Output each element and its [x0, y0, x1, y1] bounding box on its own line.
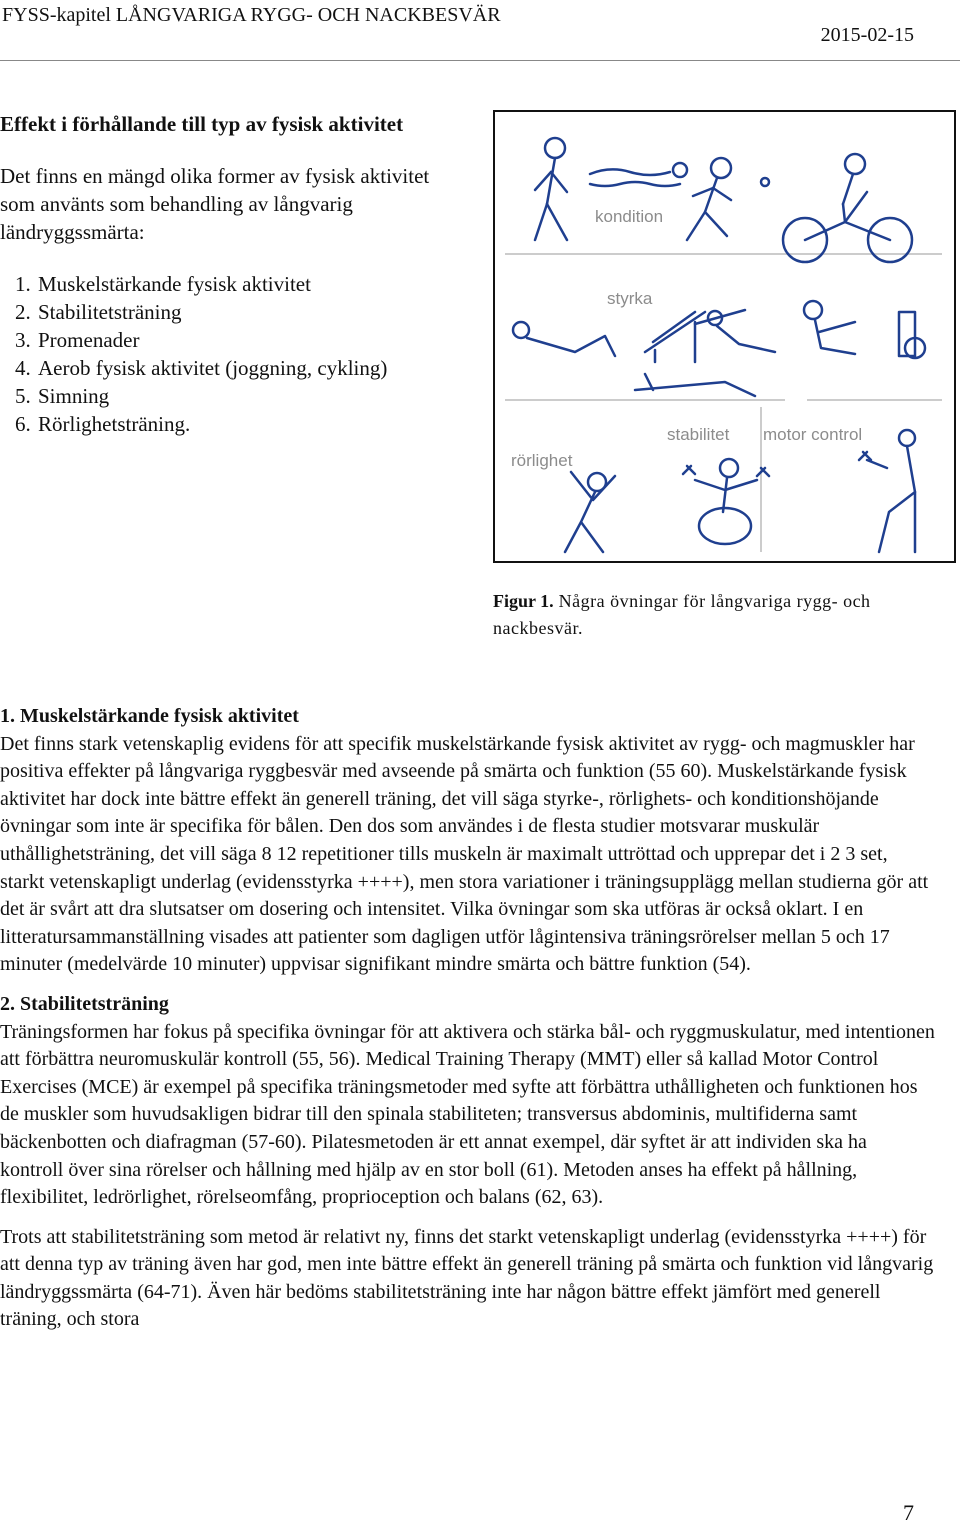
list-item: 6. Rörlighetsträning. — [36, 410, 460, 438]
swimming-figure — [590, 163, 687, 186]
list-item: 1. Muskelstärkande fysisk aktivitet — [36, 270, 460, 298]
header-title: FYSS-kapitel LÅNGVARIGA RYGG- OCH NACKBESVÄR — [2, 4, 501, 26]
caption-label: Figur 1. — [493, 591, 554, 611]
ball-exercise-figure — [683, 459, 769, 544]
label-rorlighet: rörlighet — [511, 451, 573, 470]
stretching-figure — [565, 472, 615, 552]
weightlift-figure — [695, 310, 775, 352]
plank-figure — [635, 374, 755, 396]
exercise-figure — [493, 110, 956, 563]
exercise-illustration — [495, 112, 954, 561]
activity-list — [0, 270, 460, 438]
motor-control-figure — [859, 430, 915, 552]
situp-figure — [513, 322, 615, 356]
intro-column — [0, 110, 460, 438]
list-item: 5. Simning — [36, 382, 460, 410]
intro-paragraph: Det finns en mängd olika former av fysisk aktivitet som använts som behandling av långvarig ländryggssmärta: — [0, 164, 430, 244]
caption-text: Några övningar för långvariga rygg- och nackbesvär. — [493, 591, 871, 638]
header-divider — [0, 60, 960, 61]
header-date: 2015-02-15 — [820, 24, 914, 46]
label-stabilitet: stabilitet — [667, 425, 730, 444]
section1-heading: 1. Muskelstärkande fysisk aktivitet — [0, 705, 299, 727]
list-item: 2. Stabilitetsträning — [36, 298, 460, 326]
bench-figure — [645, 312, 705, 362]
section2-paragraph: Träningsformen har fokus på specifika övningar för att aktivera och stärka bål- och ryggmuskulatur, med intentionen att förbättra neuromuskulär kontroll (55, 56). Medical Training Therapy (MMT) eller så kallad Motor Control Exercises (MCE) är exempel på specifika träningsmetoder med syfte att förbättra uthålligheten och funktionen hos de muskler som huvudsakligen bidrar till den spinala stabiliteten; transversus abdominis, multifiderna samt bäckenbotten och diafragman (57-60). Pilatesmetoden är ett annat exempel, där syftet är att individen ska ha kontroll över sina rörelser och hållning med hjälp av en stor boll (61). Metoden anses ha effekt på hållning, flexibilitet, ledrörlighet, rörelseomfång, proprioception och balans (62, 63). — [0, 1020, 935, 1209]
list-item: 3. Promenader — [36, 326, 460, 354]
intro-heading: Effekt i förhållande till typ av fysisk aktivitet — [0, 112, 404, 136]
page-number: 7 — [903, 1500, 914, 1525]
cycling-figure — [783, 154, 912, 262]
section2-paragraph: Trots att stabilitetsträning som metod är relativt ny, finns det starkt vetenskapligt underlag (evidensstyrka ++++) för att denna typ av träning även har god, men inte bättre effekt än generell träning på smärta och funktion vid långvarig ländryggssmärta (64-71). Även här bedöms stabilitetsträning inte har någon bättre effekt jämfört med generell träning, och stora — [0, 1225, 934, 1331]
label-motor-control: motor control — [763, 425, 863, 444]
figure-caption — [493, 588, 933, 642]
label-kondition: kondition — [595, 207, 664, 226]
label-styrka: styrka — [607, 289, 653, 308]
walking-figure — [535, 138, 567, 240]
list-item: 4. Aerob fysisk aktivitet (joggning, cykling) — [36, 354, 460, 382]
main-body — [0, 703, 935, 1346]
section2-heading: 2. Stabilitetsträning — [0, 992, 169, 1015]
rowing-figure — [804, 301, 925, 358]
section1-paragraph: Det finns stark vetenskaplig evidens för att specifik muskelstärkande fysisk aktivitet av rygg- och magmuskler har positiva effekter på långvariga ryggbesvär med avseende på smärta och funktion (55 60). Muskelstärkande fysisk aktivitet har dock inte bättre effekt än generell träning, det vill säga styrke-, rörlighets- och konditionshöjande övningar som inte är specifika för bålen. Den dos som användes i de flesta studier motsvarar muskulär uthållighetsträning, det vill säga 8 12 repetitioner tills muskeln är maximalt uttröttad och upprepar det i 2 3 set, starkt vetenskapligt underlag (evidensstyrka ++++), men stora variationer i träningsupplägg mellan studierna gör att det är svårt att dra slutsatser om dosering och intensitet. Vilka övningar som ska utföras är också oklart. I en litteratursammanställning visades att patienter som dagligen utför lågintensiva träningsrörelser mellan 5 och 17 minuter (medelvärde 10 minuter) uppvisar signifikant mindre smärta och bättre funktion (54). — [0, 732, 929, 976]
running-figure — [687, 158, 769, 240]
